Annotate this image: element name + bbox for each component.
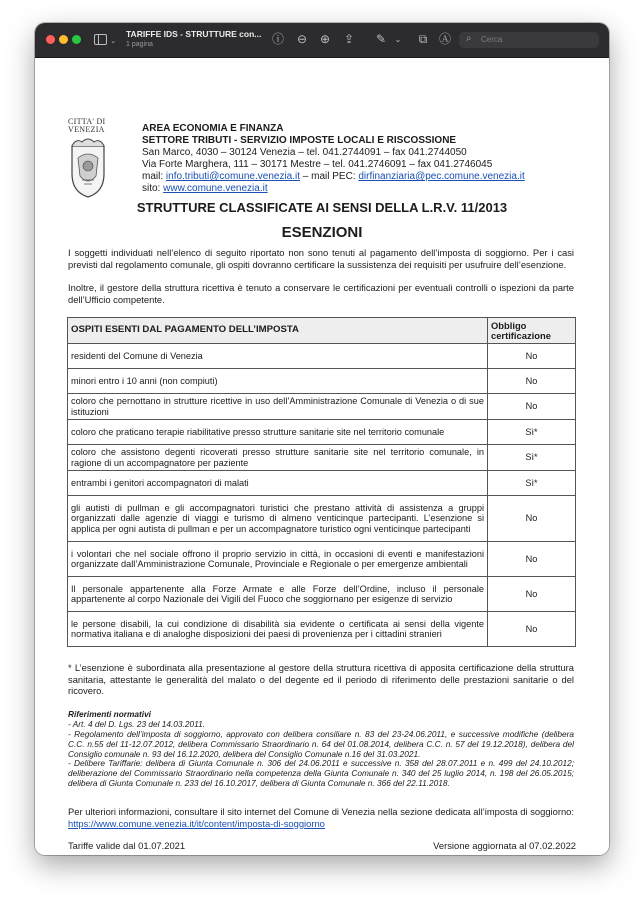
table-header-certification: Obbligo certificazione (488, 318, 576, 344)
search-field[interactable] (459, 32, 599, 48)
row-certification: Sì* (488, 445, 576, 471)
row-certification: No (488, 542, 576, 577)
chevron-down-icon[interactable]: ⌄ (394, 35, 402, 44)
document-heading: STRUTTURE CLASSIFICATE AI SENSI DELLA L.R.V. 11/2013 (136, 200, 508, 215)
row-description: gli autisti di pullman e gli accompagnatori turistici che prestano attività di assistenza a gruppi organizzati dalle agenzie di viaggi e turismo di almeno venticinque partecipanti. L’esenzione si applica per ogni autista di pullman e per un accompagnatore turistico ogni venticinque partecipanti (68, 496, 488, 542)
table-header-guests: OSPITI ESENTI DAL PAGAMENTO DELL’IMPOSTA (68, 318, 488, 344)
area-heading: AREA ECONOMIA E FINANZA (142, 123, 284, 134)
row-description: coloro che pernottano in strutture ricettive in uso dell’Amministrazione Comunale di Venezia o di sue istituzioni (68, 394, 488, 420)
page-count: 1 pagina (126, 41, 153, 48)
sidebar-toggle-icon[interactable]: ⌄ (93, 31, 117, 48)
info-link[interactable]: https://www.comune.venezia.it/it/content/imposta-di-soggiorno (68, 817, 325, 829)
markup-pen-icon[interactable]: ✎ (375, 32, 387, 46)
logo-caption-line-2: VENEZIA (68, 125, 105, 134)
exemptions-table (67, 317, 576, 647)
info-icon[interactable]: ⓘ (271, 32, 284, 46)
venezia-coat-of-arms-logo (68, 136, 108, 198)
row-certification: No (488, 577, 576, 612)
site-line (142, 183, 268, 194)
table-row (68, 369, 576, 394)
zoom-in-icon[interactable]: ⊕ (319, 32, 331, 46)
row-description: entrambi i genitori accompagnatori di malati (68, 471, 488, 496)
fullscreen-window-button[interactable] (72, 35, 81, 44)
preview-window (35, 23, 609, 855)
row-certification: No (488, 394, 576, 420)
title-bar (35, 23, 609, 58)
references-heading: Riferimenti normativi (68, 709, 151, 719)
row-description: minori entro i 10 anni (non compiuti) (68, 369, 488, 394)
table-row (68, 496, 576, 542)
address-line-1: San Marco, 4030 – 30124 Venezia – tel. 041.2744091 – fax 041.2744050 (142, 147, 467, 158)
row-description: le persone disabili, la cui condizione di disabilità sia evidente o certificata ai sensi della vigente normativa italiana e di analoghe disposizioni dei paesi di provenienza per i cittadini stranieri (68, 612, 488, 647)
table-row (68, 420, 576, 445)
site-label: sito: (142, 183, 164, 194)
pec-link[interactable]: dirfinanziaria@pec.comune.venezia.it (358, 171, 525, 182)
table-row (68, 542, 576, 577)
row-description: Il personale appartenente alla Forze Armate e alle Forze dell’Ordine, incluso il personale appartenente al corpo Nazionale dei Vigili del Fuoco che soggiornano per esigenze di servizio (68, 577, 488, 612)
share-icon[interactable]: ⇪ (343, 32, 355, 46)
row-description: i volontari che nel sociale offrono il proprio servizio in città, in occasioni di eventi e manifestazioni organizzate dall’Amministrazione Comunale, Provinciale e Regionale o per emergenze ambientali (68, 542, 488, 577)
contact-line (142, 171, 525, 182)
reference-3: - Delibere Tariffarie: delibera di Giunta Comunale n. 306 del 24.06.2011 e successive n. 358 del 28.07.2011 e n. 499 del 24.10.2012; deliberazione del Commissario Straordinario nella competenza della Giunta Comunale n. 340 del 25 luglio 2014, n. 198 del 26.05.2015; delibera di Giunta Comunale n. 233 del 16.10.2017, delibera di Giunta Comunale n. 366 del 22.11.2018. (68, 758, 574, 788)
row-description: coloro che praticano terapie riabilitative presso strutture sanitarie site nel territorio comunale (68, 420, 488, 445)
mail-label: mail: (142, 171, 166, 182)
table-row (68, 577, 576, 612)
row-certification: No (488, 496, 576, 542)
search-icon: ⌕ (466, 33, 472, 44)
close-window-button[interactable] (46, 35, 55, 44)
address-line-2: Via Forte Marghera, 111 – 30171 Mestre – tel. 041.2746091 – fax 041.2746045 (142, 159, 493, 170)
settore-heading: SETTORE TRIBUTI - SERVIZIO IMPOSTE LOCALI E RISCOSSIONE (142, 135, 457, 146)
table-row (68, 394, 576, 420)
mail-link[interactable]: info.tributi@comune.venezia.it (165, 171, 301, 182)
row-description: residenti del Comune di Venezia (68, 344, 488, 369)
pec-label: – mail PEC: (300, 171, 359, 182)
table-row (68, 344, 576, 369)
row-certification: No (488, 612, 576, 647)
search-placeholder: Cerca (481, 35, 503, 44)
site-link[interactable]: www.comune.venezia.it (163, 183, 268, 194)
intro-paragraph: I soggetti individuati nell’elenco di seguito riportato non sono tenuti al pagamento dell’imposta di soggiorno. Per i casi previsti dal regolamento comunale, gli ospiti dovranno certificare la sussistenza dei requisiti per usufruire dell’esenzione. (68, 247, 574, 270)
footer-version: Versione aggiornata al 07.02.2022 (433, 840, 576, 851)
reference-2: - Regolamento dell’imposta di soggiorno, approvato con delibera consiliare n. 83 del 23-24.06.2011, e successive modifiche (delibera C.C. n.55 del 11-12.07.2012, delibera Commissario Straordinario n. 64 del 01.08.2014, delibera C.C. n. 57 del 19.12.2018), delibera del Consiglio comunale n. 93 del 16.12.2020, delibera del Consiglio Comunale n.16 del 31.03.2021. (68, 729, 574, 759)
logo-caption-line-1: CITTA' DI (68, 117, 106, 126)
table-row (68, 445, 576, 471)
row-description: coloro che assistono degenti ricoverati presso strutture sanitarie site nel territorio comunale, in ragione di un accompagnatore per paziente (68, 445, 488, 471)
reference-1: - Art. 4 del D. Lgs. 23 del 14.03.2011. (68, 719, 205, 729)
table-row (68, 612, 576, 647)
footer-valid-from: Tariffe valide dal 01.07.2021 (68, 840, 186, 851)
table-row (68, 471, 576, 496)
section-heading: ESENZIONI (281, 224, 363, 241)
row-certification: No (488, 369, 576, 394)
annotate-icon[interactable]: Ⓐ (438, 32, 451, 46)
document-title: TARIFFE IDS - STRUTTURE con... (126, 29, 262, 39)
row-certification: No (488, 344, 576, 369)
table-header-row (68, 318, 576, 344)
row-certification: Sì* (488, 471, 576, 496)
info-text: Per ulteriori informazioni, consultare il sito internet del Comune di Venezia nella sezione dedicata all’imposta di soggiorno: (68, 806, 574, 817)
intro-paragraph-2: Inoltre, il gestore della struttura ricettiva è tenuto a conservare le certificazioni per eventuali controlli o ispezioni da parte dell’Ufficio competente. (68, 282, 574, 305)
zoom-out-icon[interactable]: ⊖ (296, 32, 308, 46)
row-certification: Sì* (488, 420, 576, 445)
minimize-window-button[interactable] (59, 35, 68, 44)
pdf-page (35, 58, 609, 855)
logo-caption (68, 118, 106, 134)
rotate-icon[interactable]: ⧉ (418, 32, 428, 46)
info-paragraph (68, 806, 574, 829)
footnote: * L’esenzione è subordinata alla presentazione al gestore della struttura ricettiva di apposita certificazione della struttura sanitaria, attestante le generalità del malato o del degente ed il periodo di riferimento delle prestazioni sanitarie o del ricovero. (68, 662, 574, 696)
